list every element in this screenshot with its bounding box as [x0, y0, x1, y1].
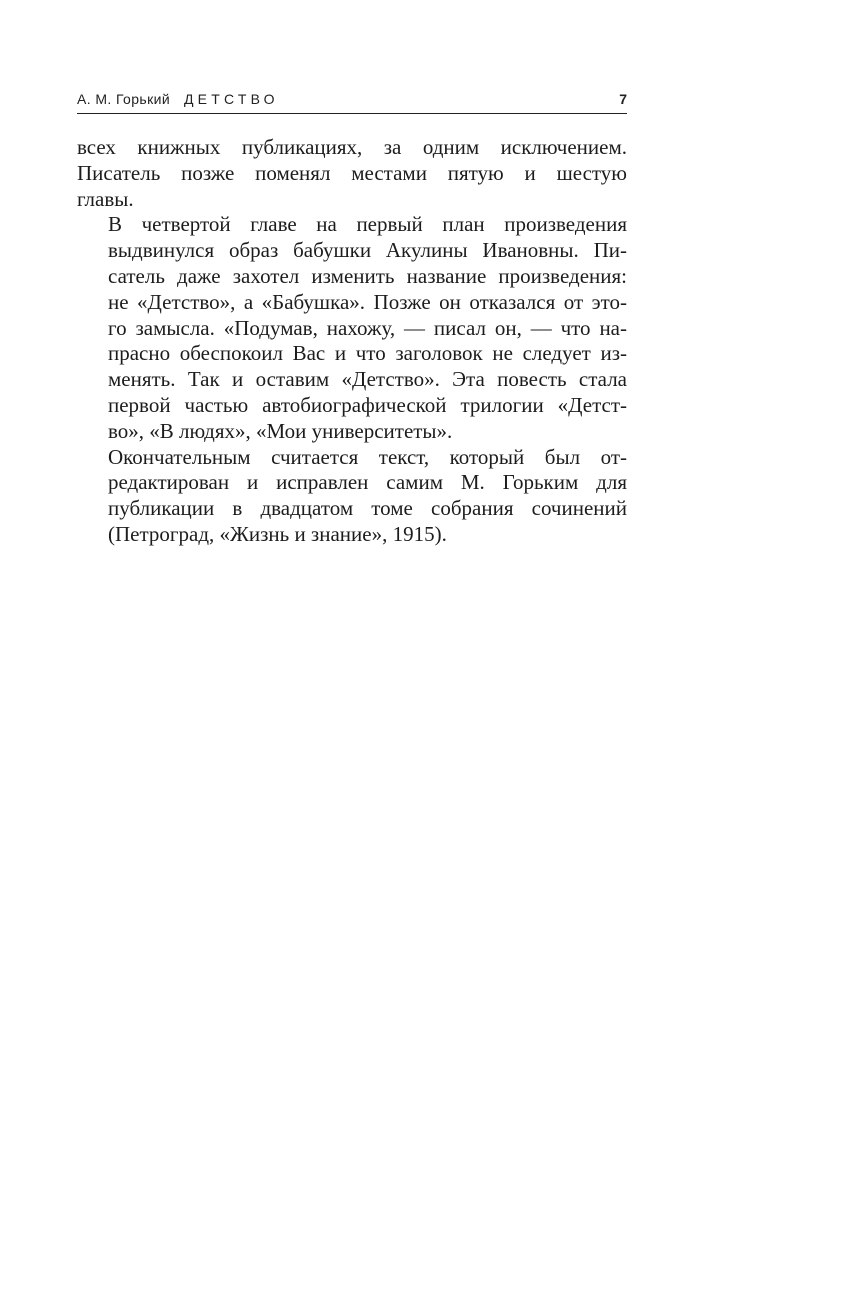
text-line: сатель даже захотел изменить название произведения:	[108, 263, 627, 288]
text-line: не «Детство», а «Бабушка». Позже он отказался от это-	[108, 289, 627, 314]
text-line: выдвинулся образ бабушки Акулины Ивановны. Пи-	[108, 238, 627, 263]
header-author: А. М. Горький	[77, 91, 171, 107]
text-line: прасно обеспокоил Вас и что заголовок не следует из-	[108, 341, 627, 366]
text-line: менять. Так и оставим «Детство». Эта повесть стала	[108, 367, 627, 392]
text-line: публикации в двадцатом томе собрания сочинений	[108, 496, 627, 521]
text-line: первой частью автобиографической трилогии «Детст-	[108, 392, 627, 417]
text-line: во», «В людях», «Мои университеты».	[108, 418, 453, 443]
page-number: 7	[619, 91, 627, 107]
text-line: Писатель позже поменял местами пятую и шестую	[77, 160, 627, 185]
header-title: ДЕТСТВО	[184, 91, 279, 107]
paragraph-1	[77, 135, 627, 212]
paragraph-2	[77, 212, 627, 444]
text-line: Окончательным считается текст, который был от-	[108, 444, 627, 469]
text-line: главы.	[77, 186, 134, 211]
text-line: го замысла. «Подумав, нахожу, — писал он, — что на-	[108, 315, 627, 340]
text-line: редактирован и исправлен самим М. Горьким для	[108, 470, 627, 495]
text-line: всех книжных публикациях, за одним исключением.	[77, 135, 627, 159]
text-line: В четвертой главе на первый план произведения	[108, 212, 627, 237]
text-line: (Петроград, «Жизнь и знание», 1915).	[108, 521, 447, 546]
running-header	[77, 89, 627, 114]
body-text	[77, 135, 627, 548]
paragraph-3	[77, 445, 627, 548]
